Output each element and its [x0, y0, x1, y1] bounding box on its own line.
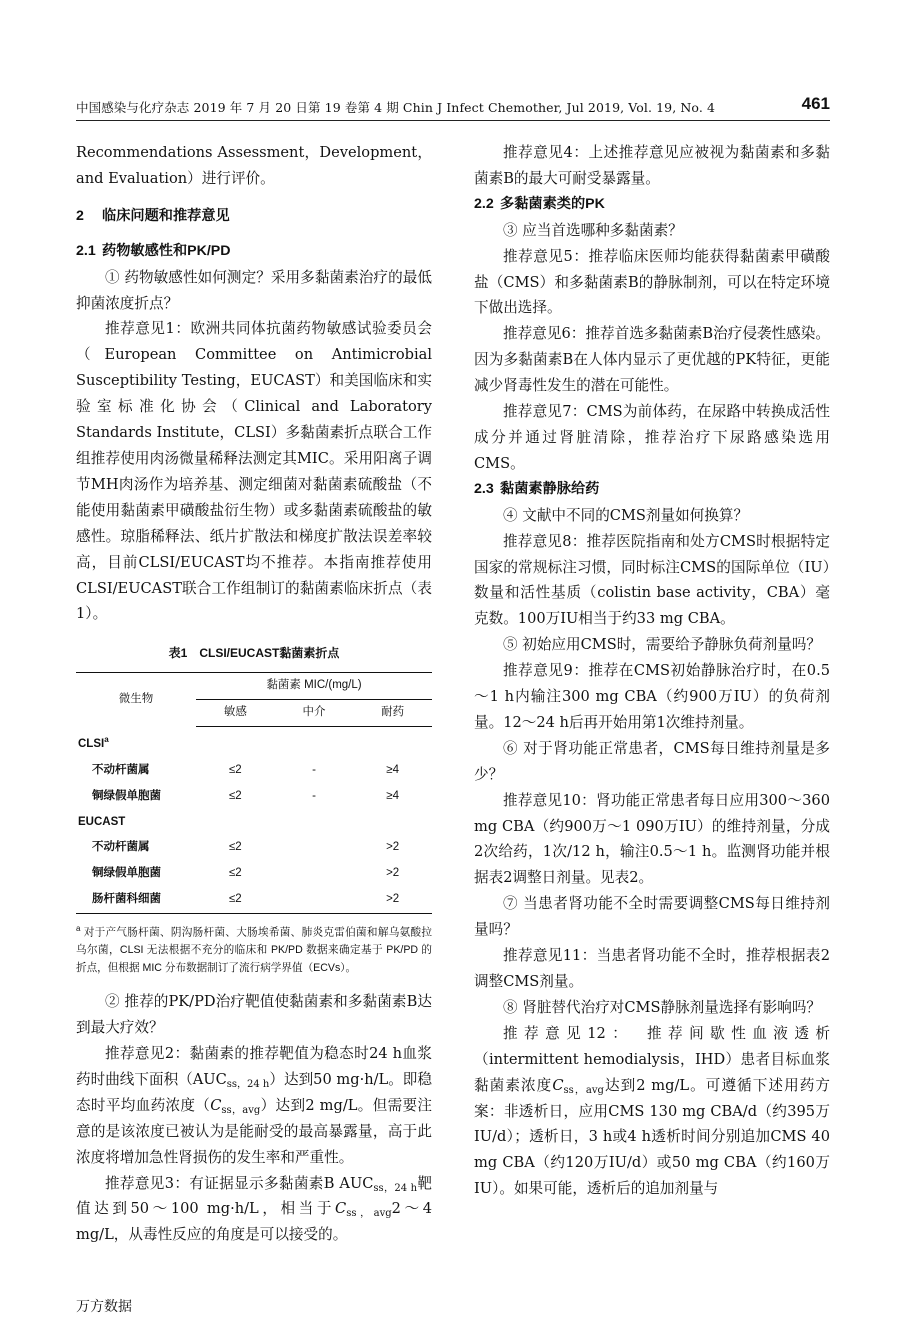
table-row — [76, 784, 432, 810]
cell-organism: 肠杆菌科细菌 — [76, 887, 196, 913]
table-row — [76, 758, 432, 784]
group-eucast: EUCAST — [78, 815, 126, 828]
col-header-s: 敏感 — [196, 700, 275, 727]
cell-organism: 铜绿假单胞菌 — [92, 789, 161, 802]
recommendation-11: 推荐意见11：当患者肾功能不全时，推荐根据表2调整CMS剂量。 — [474, 947, 830, 990]
cell-intermediate — [275, 835, 354, 861]
recommendation-12: 推荐意见12： 推荐间歇性血液透析（intermittent hemodialysis，IHD）患者目标血浆黏菌素浓度$C_{ss,avg}$达到2 mg/L。可遵循下述用药方案：非透析日，应用CMS 130 mg CBA/d（约395万IU/d）；透析日，3 h或4 h透析时间分别追加CMS 40 mg CBA（约120万IU/d）或50 mg CBA（约160万IU）。如果可能，透析后的追加剂量与 — [474, 1024, 831, 1198]
section-heading-2-1: 2.1 药物敏感性和PK/PD — [76, 242, 231, 259]
recommendation-6: 推荐意见6：推荐首选多黏菌素B治疗侵袭性感染。因为多黏菌素B在人体内显示了更优越的PK特征，更能减少肾毒性发生的潜在可能性。 — [474, 325, 830, 395]
cell-susceptible: ≤2 — [228, 789, 242, 802]
cell-organism: 铜绿假单胞菌 — [92, 867, 161, 880]
question-6: ⑥ 对于肾功能正常患者，CMS每日维持剂量是多少？ — [474, 739, 830, 783]
section-heading-2-3: 2.3 黏菌素静脉给药 — [474, 480, 600, 497]
question-3: ③ 应当首选哪种多黏菌素？ — [503, 221, 683, 239]
table-row — [76, 887, 432, 913]
cell-resistant: >2 — [386, 841, 400, 854]
cell-susceptible: ≤2 — [228, 867, 242, 880]
section-heading-2-2: 2.2 多黏菌素类的PK — [474, 195, 605, 212]
recommendation-5: 推荐意见5：推荐临床医师均能获得黏菌素甲磺酸盐（CMS）和多黏菌素B的静脉制剂，可以在特定环境下做出选择。 — [474, 247, 830, 317]
cell-intermediate: - — [312, 763, 316, 776]
cell-resistant: >2 — [386, 867, 400, 880]
cell-resistant: ≥4 — [386, 763, 400, 776]
cell-susceptible: ≤2 — [228, 841, 242, 854]
recommendation-9: 推荐意见9：推荐在CMS初始静脉治疗时，在0.5～1 h内输注300 mg CBA（约900万IU）的负荷剂量。12～24 h后再开始用第1次维持剂量。 — [474, 662, 830, 731]
col-header-organism: 微生物 — [76, 673, 196, 727]
section-heading-2: 2 临床问题和推荐意见 — [76, 207, 230, 224]
recommendation-3: 推荐意见3：有证据显示多黏菌素B $AUC_{ss,24 h}$靶值达到50～100 mg·h/L，相当于$C_{ss,avg}2\sim 4$ mg/L，从毒性反应的角度是可以接受的。 — [76, 1174, 432, 1244]
page-number: 461 — [801, 94, 830, 113]
cell-intermediate — [275, 861, 354, 887]
cell-resistant: ≥4 — [386, 789, 400, 802]
col-header-i: 中介 — [275, 700, 354, 727]
right-column — [474, 140, 830, 1202]
recommendation-8: 推荐意见8：推荐医院指南和处方CMS时根据特定国家的常规标注习惯，同时标注CMS的国际单位（IU）数量和活性基质（colistin base activity，CBA）毫克数。100万IU相当于约33 mg CBA。 — [474, 532, 830, 628]
recommendation-1: 推荐意见1：欧洲共同体抗菌药物敏感试验委员会（European Committee on Antimicrobial Susceptibility Testing，EUCAST）和美国临床和实验室标准化协会（Clinical and Laboratory Standards Institute，CLSI）多黏菌素折点联合工作组推荐使用肉汤微量稀释法测定其MIC。采用阳离子调节MH肉汤作为培养基、测定细菌对黏菌素硫酸盐（不能使用黏菌素甲磺酸盐衍生物）或多黏菌素硫酸盐的敏感性。琼脂稀释法、纸片扩散法和梯度扩散法误差率较高，目前CLSI/EUCAST均不推荐。本指南推荐使用CLSI/EUCAST联合工作组制订的黏菌素临床折点（表1）。 — [76, 320, 432, 623]
group-clsi: CLSI$^a$ — [78, 735, 109, 750]
cell-susceptible: ≤2 — [228, 763, 242, 776]
recommendation-4: 推荐意见4：上述推荐意见应被视为黏菌素和多黏菌素B的最大可耐受暴露量。 — [474, 144, 830, 187]
cell-resistant: >2 — [353, 887, 432, 913]
question-2: ② 推荐的PK/PD治疗靶值使黏菌素和多黏菌素B达到最大疗效？ — [76, 993, 432, 1037]
cell-susceptible: ≤2 — [196, 887, 275, 913]
recommendation-10: 推荐意见10：肾功能正常患者每日应用300～360 mg CBA（约900万～1 090万IU）的维持剂量，分成2次给药，1次/12 h，输注0.5～1 h。监测肾功能并根据表2调整日剂量。见表2。 — [474, 791, 830, 887]
cell-intermediate: - — [312, 789, 316, 802]
table-row — [76, 861, 432, 887]
question-4: ④ 文献中不同的CMS剂量如何换算？ — [503, 506, 749, 524]
col-header-mic: 黏菌素 MIC/(mg/L) — [196, 673, 432, 700]
table-row — [76, 835, 432, 861]
recommendation-7: 推荐意见7：CMS为前体药，在尿路中转换成活性成分并通过肾脏清除，推荐治疗下尿路感染选用CMS。 — [474, 403, 830, 472]
cell-organism: 不动杆菌属 — [92, 763, 150, 776]
question-8: ⑧ 肾脏替代治疗对CMS静脉剂量选择有影响吗？ — [503, 998, 822, 1016]
table-caption: 表1 CLSI/EUCAST黏菌素折点 — [168, 646, 340, 661]
journal-running-title: 中国感染与化疗杂志 2019 年 7 月 20 日第 19 卷第 4 期 Chin J Infect Chemother, Jul 2019, Vol. 19, No. 4 — [76, 100, 716, 115]
running-header — [76, 92, 830, 121]
question-7: ⑦ 当患者肾功能不全时需要调整CMS每日维持剂量吗？ — [474, 895, 830, 939]
continued-paragraph: Recommendations Assessment，Development，and Evaluation）进行评价。 — [76, 144, 432, 187]
question-5: ⑤ 初始应用CMS时，需要给予静脉负荷剂量吗？ — [503, 636, 822, 654]
footer-watermark: 万方数据 — [76, 1298, 132, 1314]
breakpoint-table — [76, 672, 432, 914]
question-1: ① 药物敏感性如何测定？采用多黏菌素治疗的最低抑菌浓度折点？ — [76, 268, 432, 312]
cell-organism: 不动杆菌属 — [92, 841, 150, 854]
col-header-r: 耐药 — [353, 700, 432, 727]
table-footnote: $^a$ 对于产气肠杆菌、阴沟肠杆菌、大肠埃希菌、肺炎克雷伯菌和解乌氨酸拉乌尔菌，CLSI 无法根据不充分的临床和 PK/PD 数据来确定基于 PK/PD 的折点，但根据 MIC 分布数据制订了流行病学界值（ECVs）。 — [76, 924, 432, 974]
recommendation-2: 推荐意见2：黏菌素的推荐靶值为稳态时24 h血浆药时曲线下面积$(AUC_{ss,24 h})$达到50 mg·h/L。即稳态时平均血药浓度$(C_{ss,avg})$达到2 mg/L。但需要注意的是该浓度已被认为是能耐受的最高暴露量，高于此浓度将增加急性肾损伤的发生率和严重性。 — [76, 1045, 432, 1166]
left-column — [76, 140, 432, 1248]
cell-intermediate — [275, 887, 354, 913]
